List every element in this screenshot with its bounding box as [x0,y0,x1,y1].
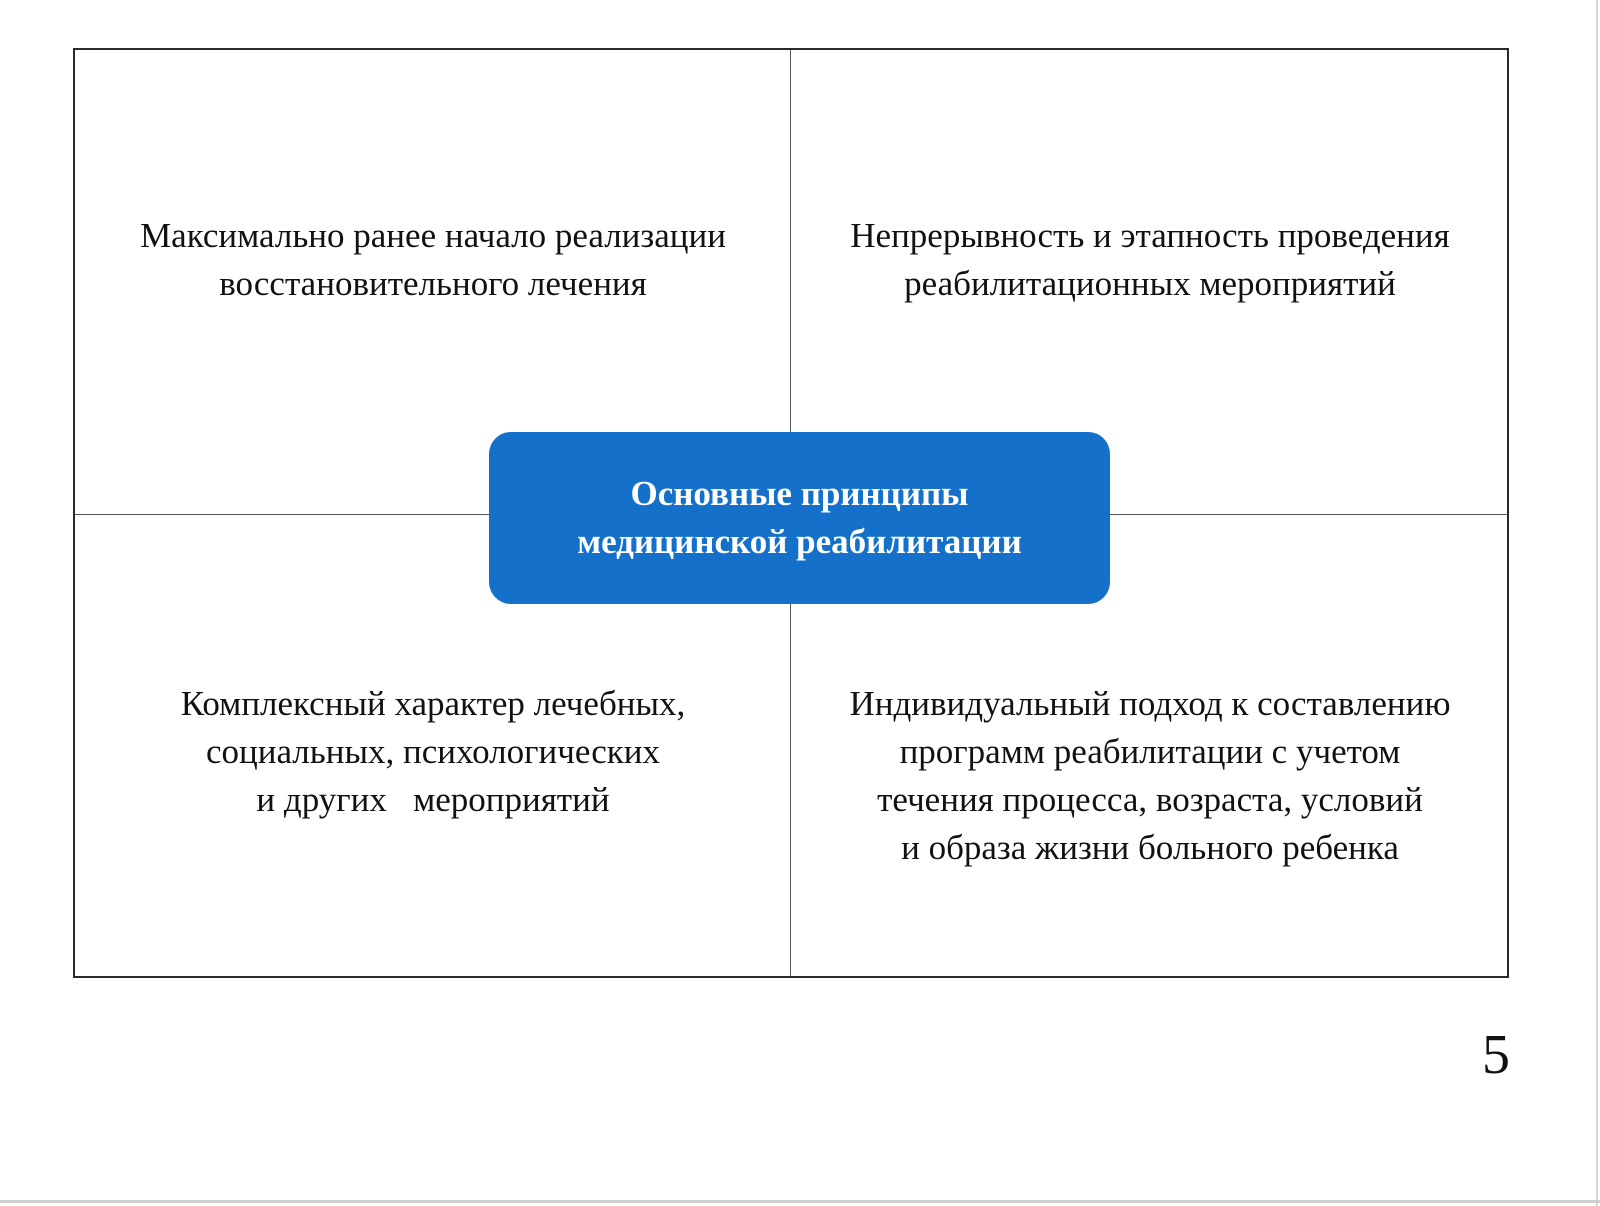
quadrant-top-right [795,204,1505,316]
quadrant-bottom-left [80,672,786,832]
quadrant-text-line: Индивидуальный подход к составлению [849,684,1451,723]
quadrant-text-line: Непрерывность и этапность проведения [850,216,1450,255]
quadrant-bottom-right [795,672,1505,880]
center-title-line: Основные принципы [630,474,969,513]
slide-edge-right [1596,0,1598,1206]
quadrant-top-left [80,204,786,316]
quadrant-text-line: социальных, психологических [205,732,661,771]
quadrant-text-line: Комплексный характер лечебных, [180,684,686,723]
center-title-line: медицинской реабилитации [577,522,1022,561]
quadrant-text-line: течения процесса, возраста, условий [877,780,1423,819]
quadrant-text-line: Максимально ранее начало реализации [140,216,726,255]
slide-edge-bottom [0,1200,1600,1203]
quadrant-text-line: восстановительного лечения [219,264,647,303]
quadrant-text-line: программ реабилитации с учетом [899,732,1401,771]
center-title-box [489,432,1110,604]
quadrant-text-line: реабилитационных мероприятий [904,264,1396,303]
quadrant-text-line: и других мероприятий [256,780,610,819]
quadrant-text-line: и образа жизни больного ребенка [901,828,1399,867]
page-number: 5 [1482,1024,1510,1086]
